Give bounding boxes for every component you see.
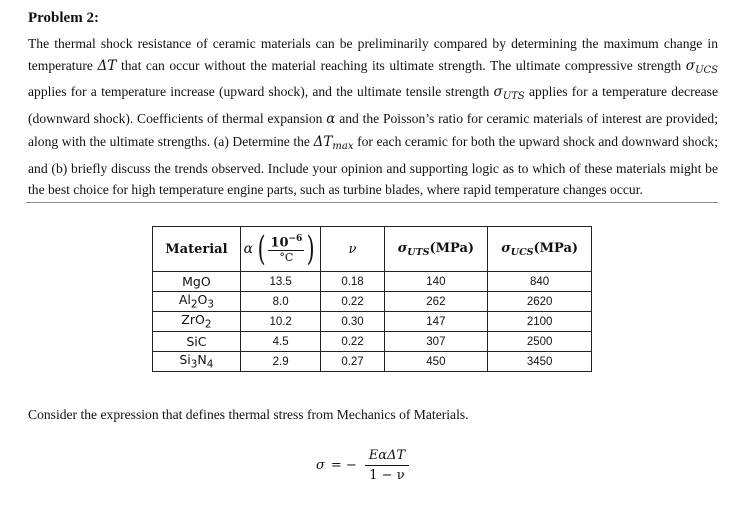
formula-lhs: σ (316, 458, 325, 473)
alpha-base: 10 (270, 235, 289, 251)
delta-t-max-symbol (314, 134, 354, 150)
left-paren: ( (257, 229, 266, 269)
alpha-value: 2.9 (240, 352, 321, 372)
material-cell (153, 332, 241, 352)
sigma-symbol: σ (493, 84, 503, 101)
material-cell (153, 352, 241, 372)
material-name: SiC (186, 334, 207, 349)
delta-t-symbol: ΔT (97, 57, 117, 74)
material-subscript: 3 (190, 358, 198, 371)
mpa-unit: (MPa) (429, 240, 475, 256)
ucs-subscript: UCS (510, 246, 534, 258)
formula-denominator: 1 − ν (369, 468, 405, 483)
alpha-units (243, 229, 318, 269)
uts-value: 147 (384, 312, 488, 332)
header-sigma-ucs (488, 227, 592, 272)
table-header-row (153, 227, 592, 272)
alpha-exponent: −6 (288, 233, 303, 244)
table-row (153, 312, 592, 332)
alpha-value: 13.5 (240, 272, 321, 292)
material-cell (153, 272, 241, 292)
table-row (153, 292, 592, 312)
max-subscript: max (332, 140, 354, 152)
sigma-uts-symbol (493, 84, 525, 103)
alpha-fraction (268, 234, 304, 264)
ucs-subscript: UCS (695, 64, 718, 76)
alpha-denominator: °C (279, 251, 294, 265)
alpha-value: 4.5 (240, 332, 321, 352)
statement-text: for each ceramic for both the upward shock and downward shock; and (b) briefly discuss the trends observed. Include your opinion and supporting logic as to which of these materials might be the best choice for high temperature engine parts, such as turbine blades, where rapid temperature changes occur. (28, 133, 719, 198)
material-name: O (197, 292, 208, 308)
material-subscript: 2 (204, 318, 212, 331)
table-row (153, 352, 592, 372)
material-subscript: 4 (206, 358, 214, 371)
alpha-symbol: α (326, 111, 336, 128)
ucs-value: 2620 (488, 292, 592, 312)
header-material: Material (153, 227, 241, 272)
nu-value: 0.18 (321, 272, 384, 292)
statement-text: The thermal shock resistance of ceramic materials can be preliminarily compared by determining the maximum change in temperature (28, 36, 718, 73)
formula-fraction (365, 448, 409, 483)
material-cell (153, 312, 241, 332)
uts-subscript: UTS (502, 91, 525, 103)
material-name: N (197, 352, 207, 368)
thermal-stress-formula (316, 448, 409, 483)
ucs-value: 2100 (488, 312, 592, 332)
uts-value: 262 (384, 292, 488, 312)
material-cell (153, 292, 241, 312)
alpha-value: 10.2 (240, 312, 321, 332)
problem-title: Problem 2: (28, 10, 99, 26)
material-name: Si (179, 352, 191, 368)
statement-text: applies for a temperature increase (upward shock), and the ultimate tensile strength (28, 84, 494, 100)
table-row (153, 332, 592, 352)
sigma-symbol: σ (397, 240, 408, 256)
nu-symbol: ν (348, 241, 357, 257)
alpha-symbol: α (243, 241, 254, 257)
material-name: MgO (182, 274, 211, 289)
alpha-value: 8.0 (240, 292, 321, 312)
nu-value: 0.27 (321, 352, 384, 372)
ucs-value: 840 (488, 272, 592, 292)
alpha-numerator (268, 234, 304, 251)
consider-text: Consider the expression that defines thermal stress from Mechanics of Materials. (28, 407, 469, 422)
section-divider (26, 202, 718, 203)
header-sigma-uts (384, 227, 488, 272)
materials-table (152, 226, 592, 372)
uts-subscript: UTS (407, 246, 430, 258)
nu-value: 0.22 (321, 292, 384, 312)
formula-numerator: EαΔT (365, 448, 409, 466)
sigma-symbol: σ (501, 240, 511, 256)
statement-text: applies for a temperature decrease (downward shock). Coefficients of thermal expansion (28, 84, 718, 127)
right-paren: ) (306, 229, 315, 269)
formula-equals: = − (330, 458, 357, 473)
sigma-symbol: σ (685, 57, 696, 74)
header-nu (321, 227, 384, 272)
material-name: ZrO (181, 312, 205, 328)
delta-t-symbol: ΔT (313, 133, 333, 150)
problem-statement (28, 33, 718, 201)
material-subscript: 2 (190, 298, 198, 311)
uts-value: 140 (384, 272, 488, 292)
uts-value: 450 (384, 352, 488, 372)
table-row (153, 272, 592, 292)
header-alpha (240, 227, 321, 272)
ucs-value: 2500 (488, 332, 592, 352)
statement-text: and the Poisson’s ratio for ceramic materials of interest are provided; along with the ultimate strengths. (a) Determine the (28, 111, 718, 149)
nu-value: 0.22 (321, 332, 384, 352)
nu-value: 0.30 (321, 312, 384, 332)
statement-text: that can occur without the material reaching its ultimate strength. The ultimate compressive strength (116, 57, 686, 73)
mpa-unit: (MPa) (533, 240, 579, 256)
material-subscript: 3 (207, 298, 214, 311)
uts-value: 307 (384, 332, 488, 352)
material-name: Al (178, 292, 191, 308)
table-body (153, 272, 592, 372)
ucs-value: 3450 (488, 352, 592, 372)
sigma-ucs-symbol (686, 58, 718, 74)
